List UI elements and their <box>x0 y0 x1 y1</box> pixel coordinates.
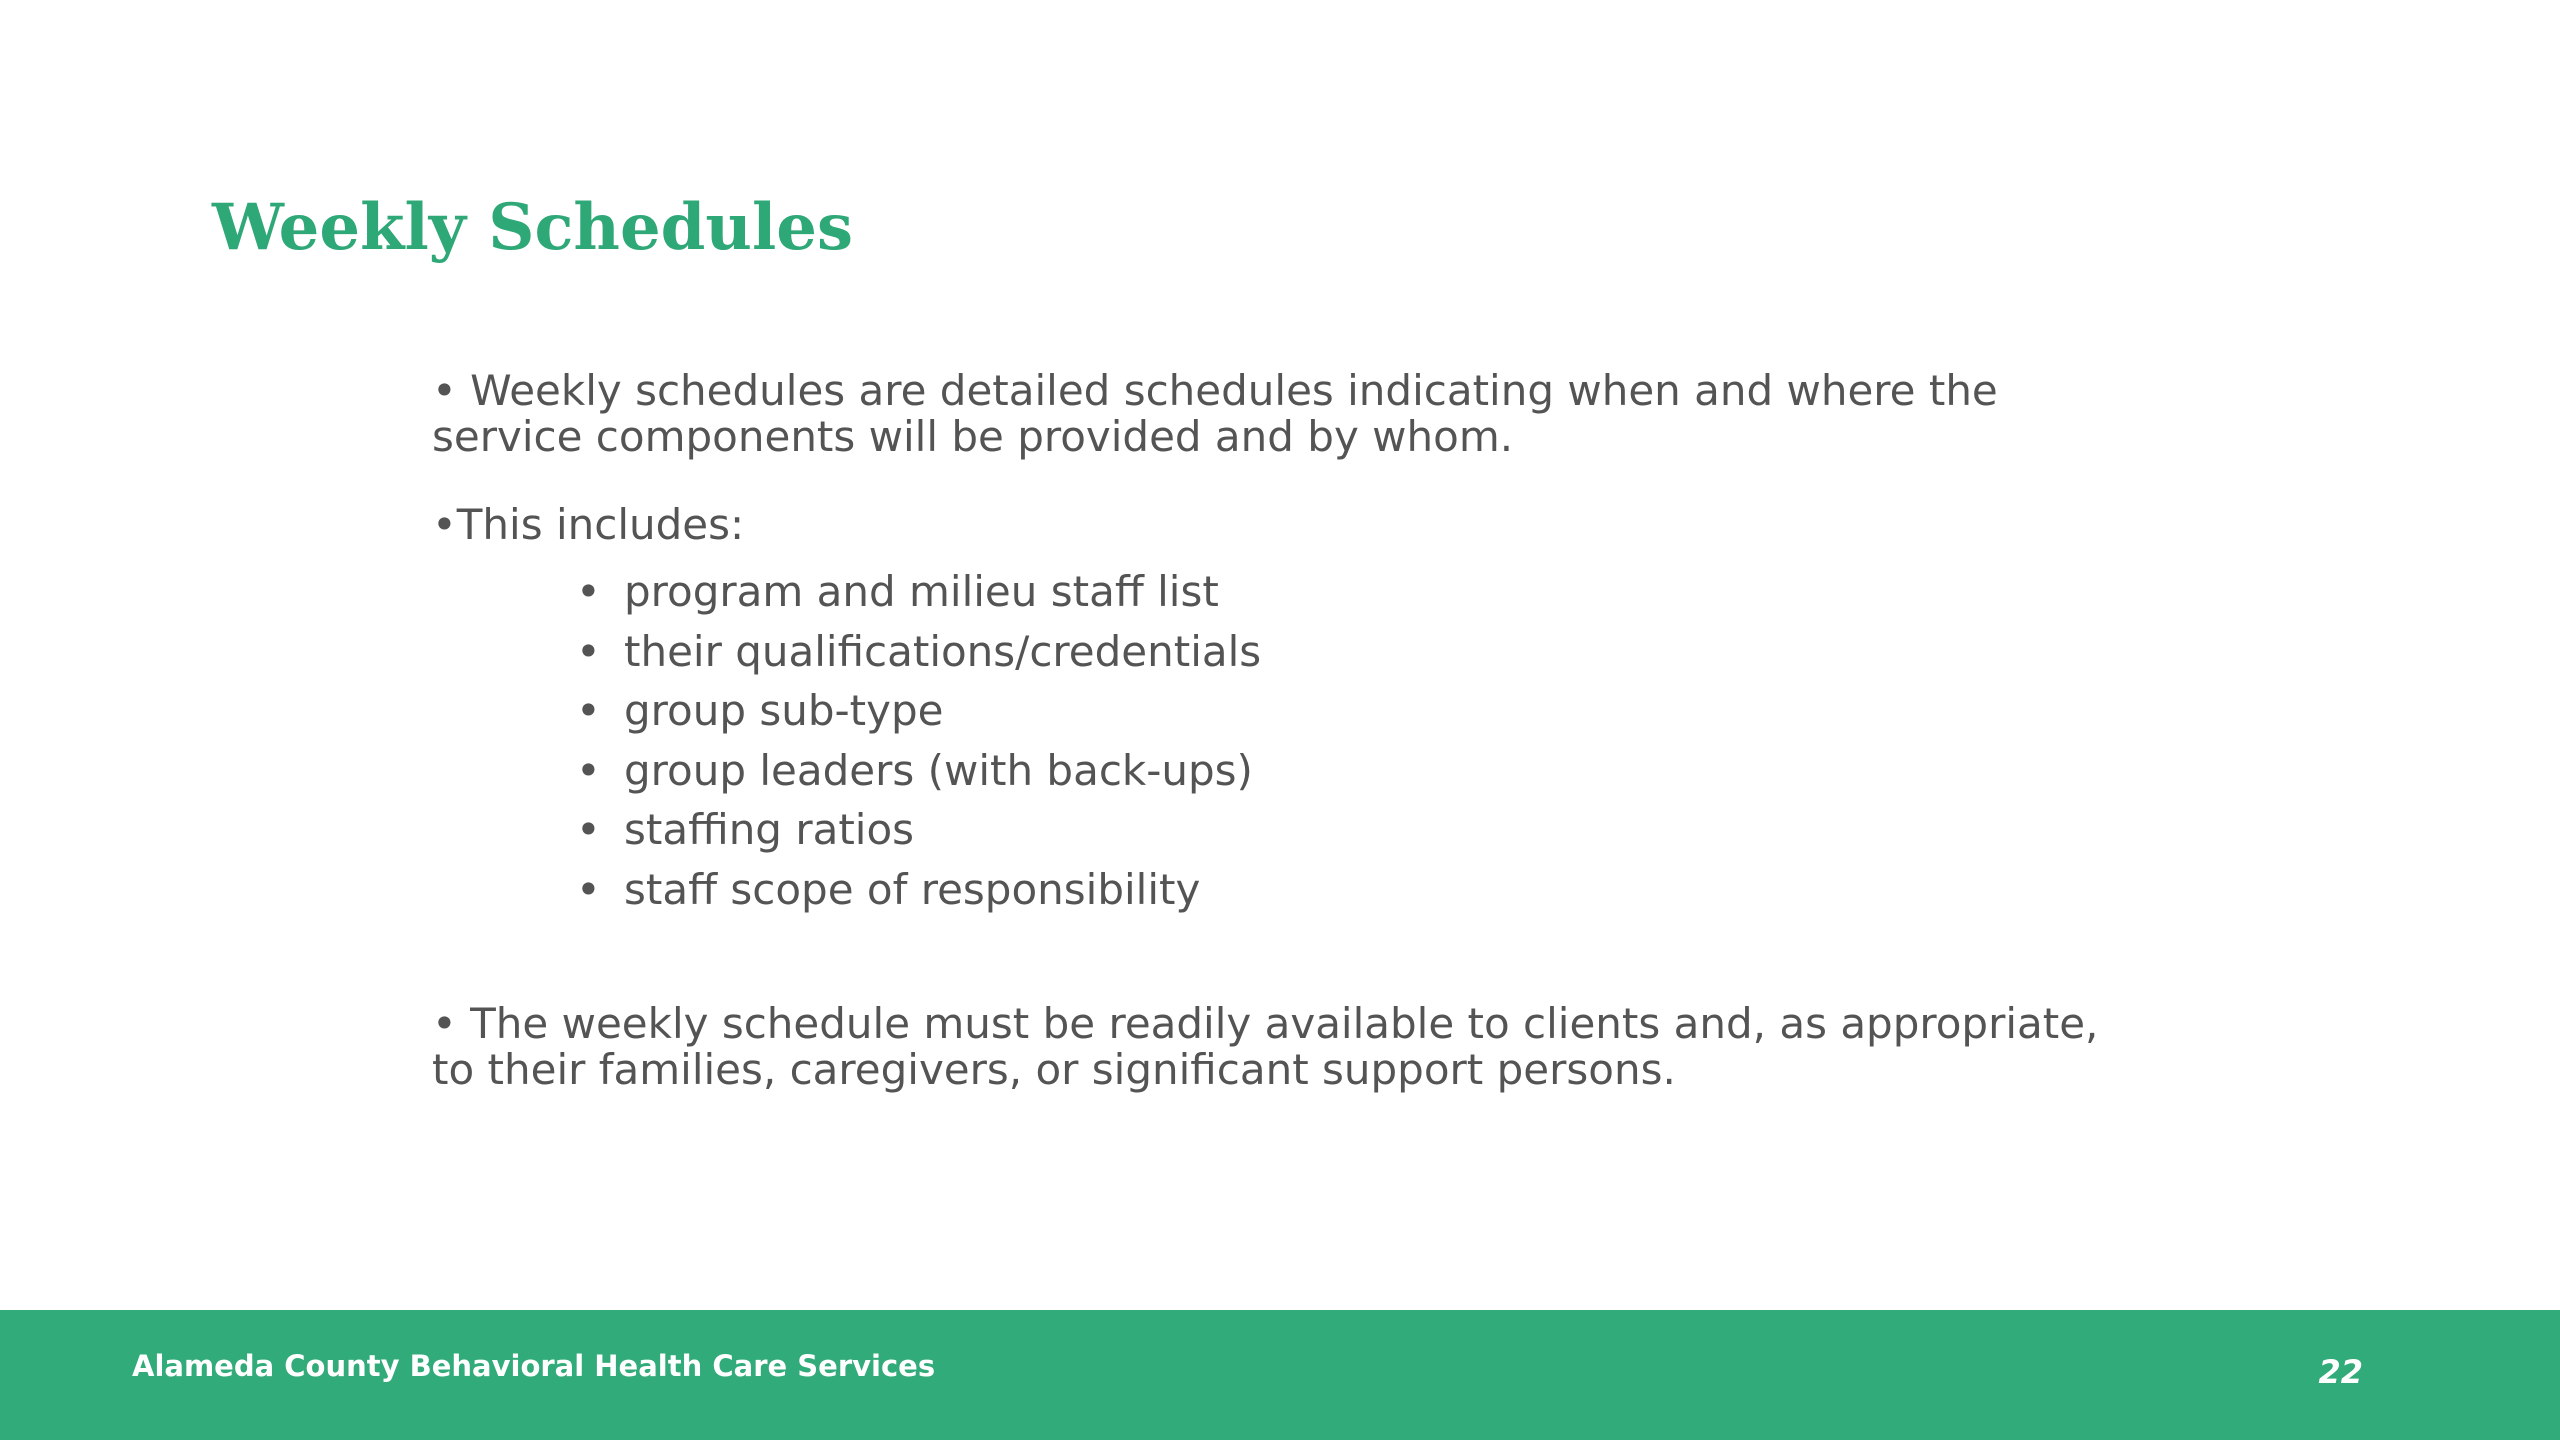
footer-organization: Alameda County Behavioral Health Care Services <box>132 1349 936 1383</box>
paragraph-definition: • Weekly schedules are detailed schedules indicating when and where the service components will be provided and by whom. <box>432 366 1998 461</box>
paragraph-includes: •This includes: <box>432 500 745 549</box>
list-item <box>576 800 2132 860</box>
footer-bar <box>0 1310 2560 1440</box>
list-item <box>576 562 2132 622</box>
page-number: 22 <box>2318 1353 2363 1391</box>
list-item-text: staffing ratios <box>624 805 915 854</box>
bullet-icon: • <box>576 626 601 676</box>
slide-title: Weekly Schedules <box>212 190 853 265</box>
list-item-text: their qualifications/credentials <box>624 626 1262 676</box>
list-item <box>576 681 2132 741</box>
bullet-icon: • <box>576 686 601 735</box>
list-item-text: program and milieu staff list <box>624 567 1219 616</box>
bullet-icon: • <box>576 745 601 795</box>
list-item <box>576 741 2132 801</box>
bullet-icon: • <box>576 864 601 914</box>
includes-list <box>432 562 2132 919</box>
bullet-icon: • <box>576 805 601 854</box>
bullet-icon: • <box>576 567 601 616</box>
list-item-text: group sub-type <box>624 686 944 735</box>
list-item-text: staff scope of responsibility <box>624 864 1201 914</box>
slide-body <box>432 368 2132 1093</box>
list-item <box>576 622 2132 682</box>
list-item <box>576 860 2132 920</box>
paragraph-availability: • The weekly schedule must be readily available to clients and, as appropriate, to their families, caregivers, or significant support persons. <box>432 999 2099 1094</box>
list-item-text: group leaders (with back-ups) <box>624 745 1253 795</box>
